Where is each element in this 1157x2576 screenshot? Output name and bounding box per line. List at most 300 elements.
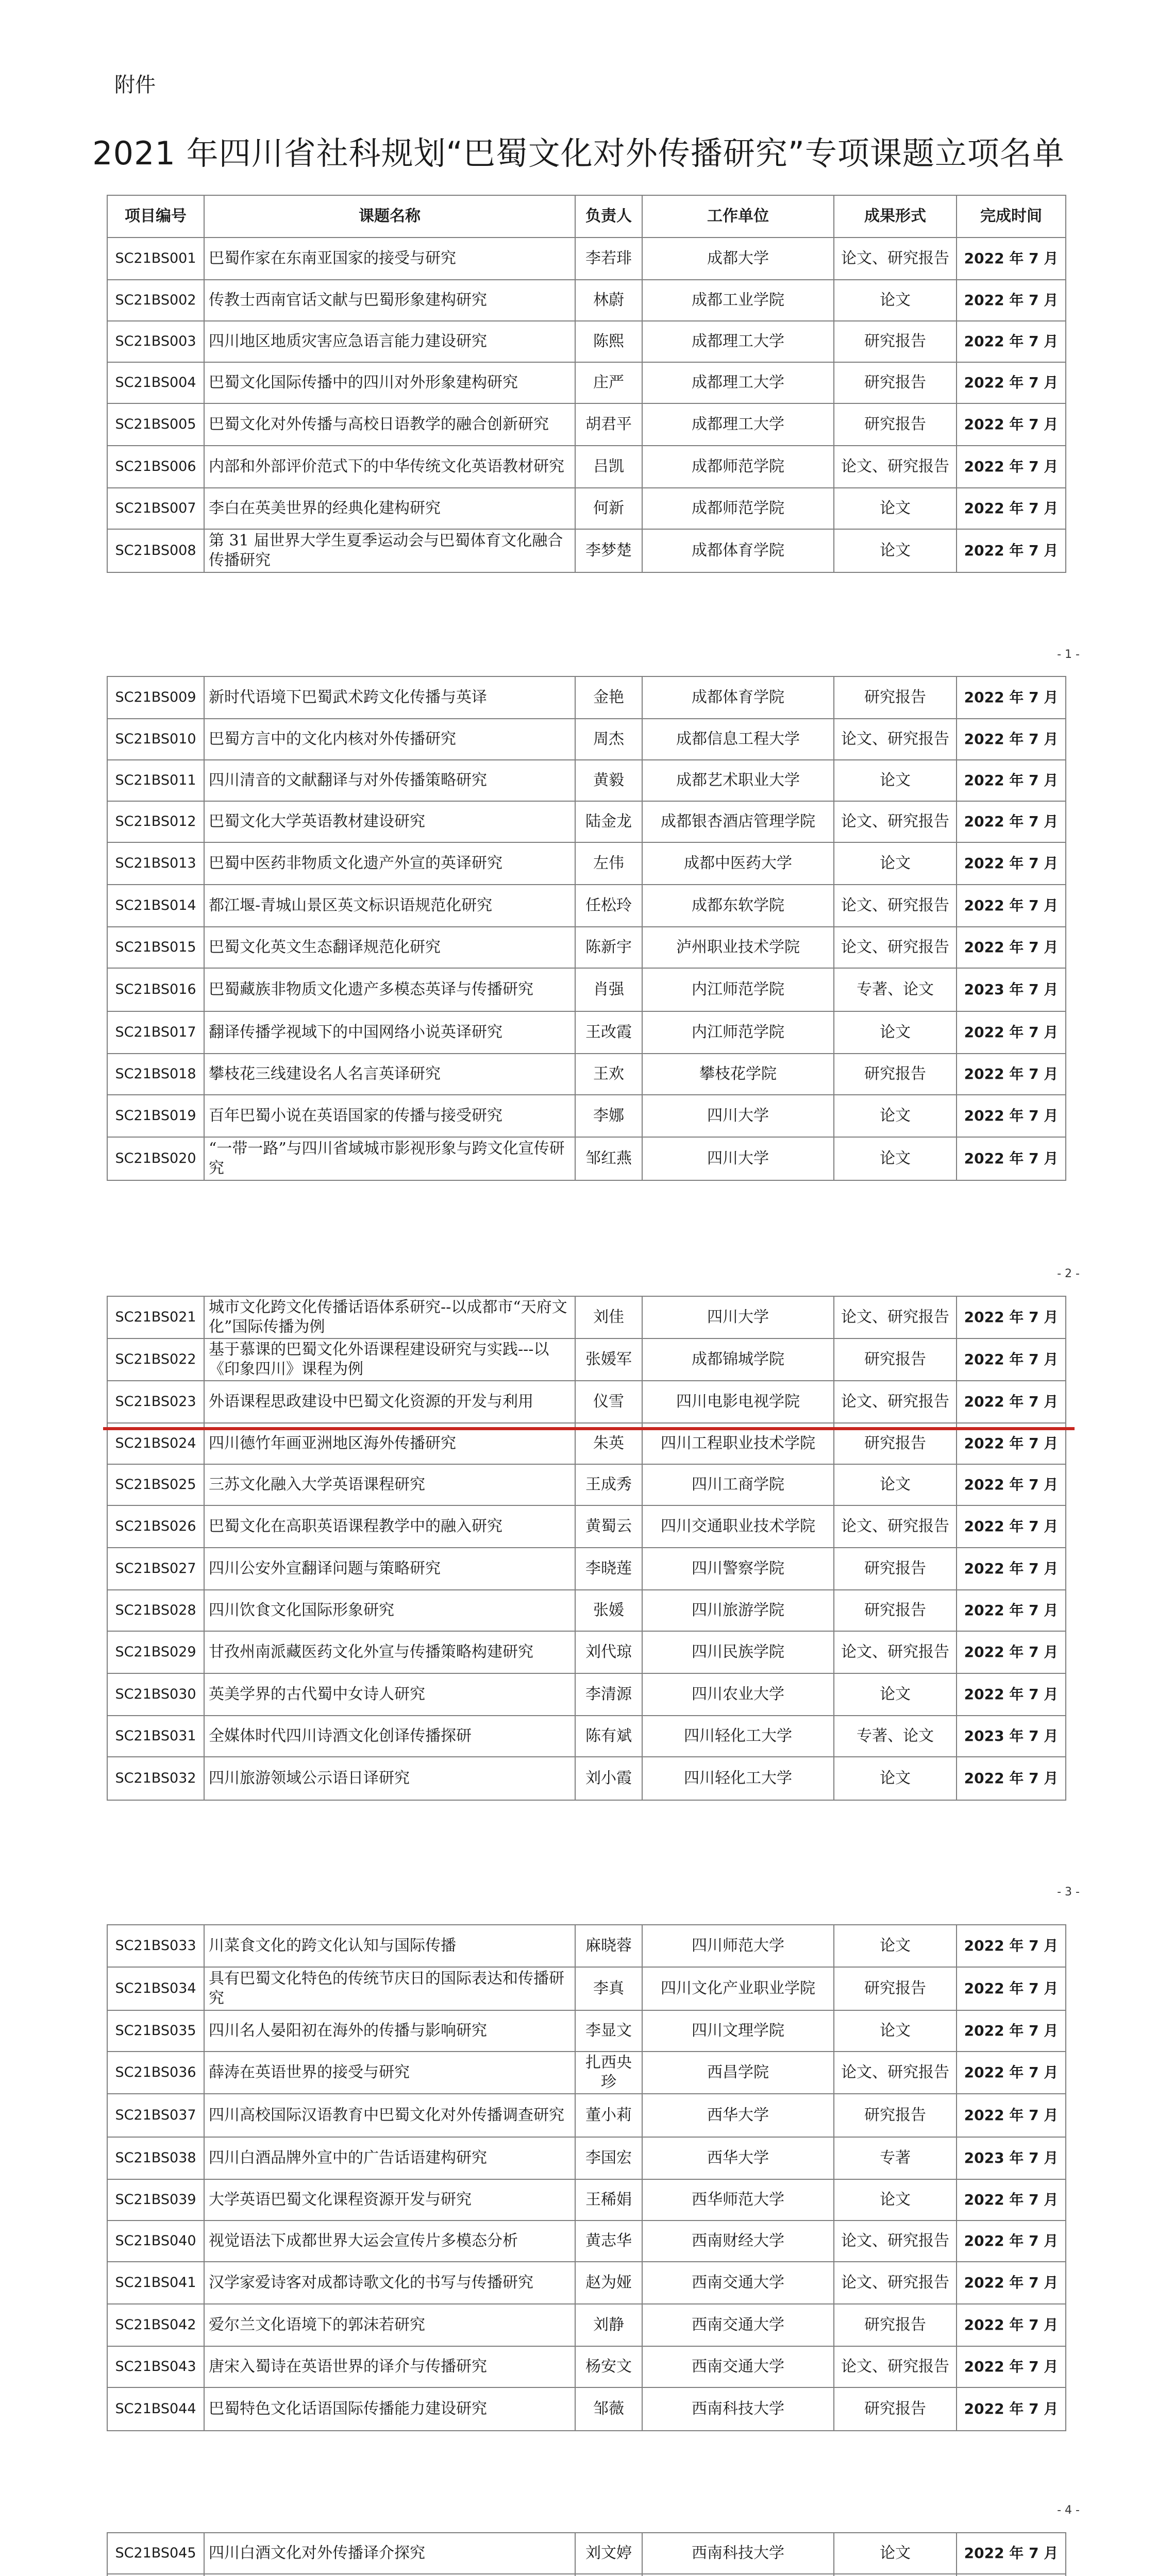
- cell-name: 翻译传播学视域下的中国网络小说英译研究: [204, 1011, 575, 1054]
- table-row: [107, 1137, 1066, 1180]
- cell-name: 四川地区地质灾害应急语言能力建设研究: [204, 321, 575, 362]
- cell-time: [957, 2574, 1066, 2576]
- cell-form: 研究报告: [834, 1423, 957, 1464]
- cell-name: 甘孜州南派藏医药文化外宣与传播策略构建研究: [204, 1631, 575, 1673]
- cell-unit: 四川交通职业技术学院: [642, 1505, 834, 1548]
- cell-person: 左伟: [575, 842, 642, 885]
- table-row: [107, 885, 1066, 927]
- cell-person: 仪雪: [575, 1381, 642, 1423]
- cell-person: 朱英: [575, 1423, 642, 1464]
- cell-person: 赵为娅: [575, 2262, 642, 2304]
- cell-person: 王改霞: [575, 1011, 642, 1054]
- cell-form: 研究报告: [834, 1054, 957, 1095]
- table-row: [107, 280, 1066, 321]
- column-header-code: 项目编号: [107, 195, 204, 238]
- cell-person: 黄志华: [575, 2221, 642, 2262]
- cell-form: 论文: [834, 488, 957, 529]
- cell-unit: 成都艺术职业大学: [642, 760, 834, 801]
- project-table-page-3: [107, 1296, 1066, 1801]
- cell-unit: 四川农业大学: [642, 1673, 834, 1716]
- table-row: [107, 2137, 1066, 2179]
- cell-code: SC21BS043: [107, 2346, 204, 2387]
- cell-time: 2023 年 7 月: [957, 1716, 1066, 1757]
- table-row: [107, 2262, 1066, 2304]
- cell-form: 专著、论文: [834, 1716, 957, 1757]
- cell-form: 研究报告: [834, 676, 957, 719]
- cell-code: SC21BS010: [107, 719, 204, 760]
- cell-person: 黄蜀云: [575, 1505, 642, 1548]
- cell-unit: 西南交通大学: [642, 2262, 834, 2304]
- cell-code: SC21BS001: [107, 238, 204, 280]
- cell-form: 研究报告: [834, 362, 957, 403]
- cell-unit: 四川文理学院: [642, 2010, 834, 2052]
- cell-unit: 内江师范学院: [642, 1011, 834, 1054]
- cell-unit: 成都师范学院: [642, 488, 834, 529]
- cell-name: 三苏文化融入大学英语课程研究: [204, 1464, 575, 1505]
- table-row: [107, 321, 1066, 362]
- cell-name: 四川白酒文化对外传播译介探究: [204, 2533, 575, 2574]
- cell-time: 2022 年 7 月: [957, 2533, 1066, 2574]
- cell-name: 四川清音的文献翻译与对外传播策略研究: [204, 760, 575, 801]
- cell-code: SC21BS030: [107, 1673, 204, 1716]
- cell-person: 刘文婷: [575, 2533, 642, 2574]
- table-row: [107, 1464, 1066, 1505]
- cell-time: 2023 年 7 月: [957, 2137, 1066, 2179]
- cell-name: 巴蜀特色文化话语国际传播能力建设研究: [204, 2387, 575, 2431]
- cell-form: [834, 2574, 957, 2576]
- cell-name: 薛涛在英语世界的接受与研究: [204, 2052, 575, 2094]
- cell-unit: 西华师范大学: [642, 2179, 834, 2221]
- cell-code: SC21BS015: [107, 927, 204, 968]
- table-row: [107, 842, 1066, 885]
- cell-person: 李显文: [575, 2010, 642, 2052]
- cell-unit: [642, 2574, 834, 2576]
- table-row: [107, 362, 1066, 403]
- project-table-page-2: [107, 676, 1066, 1181]
- cell-unit: 四川工程职业技术学院: [642, 1423, 834, 1464]
- cell-form: 论文: [834, 2010, 957, 2052]
- table-row: [107, 1673, 1066, 1716]
- cell-form: 研究报告: [834, 1590, 957, 1631]
- cell-person: 扎西央珍: [575, 2052, 642, 2094]
- cell-name: 四川名人晏阳初在海外的传播与影响研究: [204, 2010, 575, 2052]
- cell-code: SC21BS023: [107, 1381, 204, 1423]
- cell-unit: 成都银杏酒店管理学院: [642, 801, 834, 842]
- cell-form: 研究报告: [834, 2387, 957, 2431]
- cell-unit: 攀枝花学院: [642, 1054, 834, 1095]
- cell-name: [204, 2574, 575, 2576]
- cell-name: 四川高校国际汉语教育中巴蜀文化对外传播调查研究: [204, 2094, 575, 2137]
- cell-code: SC21BS018: [107, 1054, 204, 1095]
- cell-unit: 西南交通大学: [642, 2304, 834, 2346]
- table-row: [107, 1631, 1066, 1673]
- cell-name: 巴蜀藏族非物质文化遗产多模态英译与传播研究: [204, 968, 575, 1011]
- cell-code: SC21BS026: [107, 1505, 204, 1548]
- cell-unit: 成都信息工程大学: [642, 719, 834, 760]
- column-header-form: 成果形式: [834, 195, 957, 238]
- cell-unit: 西南财经大学: [642, 2221, 834, 2262]
- table-row: [107, 1548, 1066, 1590]
- cell-form: 专著: [834, 2137, 957, 2179]
- cell-form: 论文、研究报告: [834, 238, 957, 280]
- cell-form: 论文: [834, 1095, 957, 1137]
- cell-code: SC21BS042: [107, 2304, 204, 2346]
- cell-unit: 四川大学: [642, 1296, 834, 1338]
- cell-code: SC21BS040: [107, 2221, 204, 2262]
- cell-person: 黄毅: [575, 760, 642, 801]
- cell-name: 四川白酒品牌外宣中的广告话语建构研究: [204, 2137, 575, 2179]
- cell-time: 2022 年 7 月: [957, 676, 1066, 719]
- cell-unit: 成都东软学院: [642, 885, 834, 927]
- cell-time: 2022 年 7 月: [957, 801, 1066, 842]
- cell-unit: 西华大学: [642, 2137, 834, 2179]
- cell-code: SC21BS009: [107, 676, 204, 719]
- table-row: [107, 488, 1066, 529]
- cell-name: 巴蜀文化国际传播中的四川对外形象建构研究: [204, 362, 575, 403]
- cell-unit: 四川师范大学: [642, 1925, 834, 1967]
- cell-code: SC21BS005: [107, 403, 204, 446]
- cell-name: 视觉语法下成都世界大运会宣传片多模态分析: [204, 2221, 575, 2262]
- cell-name: 全媒体时代四川诗酒文化创译传播探研: [204, 1716, 575, 1757]
- cell-time: 2022 年 7 月: [957, 1095, 1066, 1137]
- table-row: [107, 2179, 1066, 2221]
- cell-person: 李若琲: [575, 238, 642, 280]
- cell-code: SC21BS028: [107, 1590, 204, 1631]
- cell-time: 2023 年 7 月: [957, 968, 1066, 1011]
- table-row: [107, 676, 1066, 719]
- cell-code: SC21BS007: [107, 488, 204, 529]
- cell-unit: 四川轻化工大学: [642, 1716, 834, 1757]
- cell-person: 王成秀: [575, 1464, 642, 1505]
- cell-form: 论文、研究报告: [834, 2346, 957, 2387]
- cell-name: 内部和外部评价范式下的中华传统文化英语教材研究: [204, 446, 575, 488]
- cell-person: 陈有斌: [575, 1716, 642, 1757]
- cell-person: 刘静: [575, 2304, 642, 2346]
- cell-form: 研究报告: [834, 2094, 957, 2137]
- cell-person: 李真: [575, 1967, 642, 2010]
- cell-time: 2022 年 7 月: [957, 446, 1066, 488]
- cell-time: 2022 年 7 月: [957, 362, 1066, 403]
- table-row: [107, 1757, 1066, 1800]
- table-row: [107, 2221, 1066, 2262]
- page-number-marker: - 4 -: [1057, 2504, 1080, 2517]
- table-row: [107, 760, 1066, 801]
- cell-person: 肖强: [575, 968, 642, 1011]
- project-table-page-5: [107, 2532, 1066, 2576]
- cell-code: SC21BS014: [107, 885, 204, 927]
- table-row: [107, 968, 1066, 1011]
- cell-form: 专著、论文: [834, 968, 957, 1011]
- cell-form: 论文、研究报告: [834, 2052, 957, 2094]
- cell-unit: 四川工商学院: [642, 1464, 834, 1505]
- cell-unit: 泸州职业技术学院: [642, 927, 834, 968]
- cell-person: 刘代琼: [575, 1631, 642, 1673]
- cell-code: SC21BS022: [107, 1338, 204, 1381]
- cell-unit: 成都锦城学院: [642, 1338, 834, 1381]
- cell-unit: 成都理工大学: [642, 362, 834, 403]
- cell-name: 巴蜀文化对外传播与高校日语教学的融合创新研究: [204, 403, 575, 446]
- cell-name: 唐宋入蜀诗在英语世界的译介与传播研究: [204, 2346, 575, 2387]
- cell-time: 2022 年 7 月: [957, 1338, 1066, 1381]
- page-number-marker: - 1 -: [1057, 648, 1080, 661]
- cell-name: 汉学家爱诗客对成都诗歌文化的书写与传播研究: [204, 2262, 575, 2304]
- cell-form: 研究报告: [834, 321, 957, 362]
- cell-unit: 成都体育学院: [642, 529, 834, 572]
- cell-form: 论文、研究报告: [834, 1296, 957, 1338]
- cell-person: 胡君平: [575, 403, 642, 446]
- cell-name: 四川德竹年画亚洲地区海外传播研究: [204, 1423, 575, 1464]
- table-row: [107, 2052, 1066, 2094]
- attachment-label: 附件: [114, 73, 156, 97]
- column-header-name: 课题名称: [204, 195, 575, 238]
- table-row: [107, 446, 1066, 488]
- cell-unit: 西南科技大学: [642, 2387, 834, 2431]
- cell-form: 论文: [834, 760, 957, 801]
- table-row: [107, 1095, 1066, 1137]
- cell-code: SC21BS013: [107, 842, 204, 885]
- cell-form: 研究报告: [834, 403, 957, 446]
- cell-unit: 四川大学: [642, 1137, 834, 1180]
- cell-unit: 西南科技大学: [642, 2533, 834, 2574]
- cell-code: SC21BS006: [107, 446, 204, 488]
- cell-name: 攀枝花三线建设名人名言英译研究: [204, 1054, 575, 1095]
- cell-person: 董小莉: [575, 2094, 642, 2137]
- cell-code: SC21BS034: [107, 1967, 204, 2010]
- cell-time: 2022 年 7 月: [957, 2010, 1066, 2052]
- cell-name: 四川公安外宣翻译问题与策略研究: [204, 1548, 575, 1590]
- cell-time: 2022 年 7 月: [957, 885, 1066, 927]
- cell-person: 王欢: [575, 1054, 642, 1095]
- cell-code: SC21BS025: [107, 1464, 204, 1505]
- project-table-page-4: [107, 1924, 1066, 2431]
- cell-code: SC21BS012: [107, 801, 204, 842]
- cell-code: SC21BS021: [107, 1296, 204, 1338]
- cell-form: 论文: [834, 1925, 957, 1967]
- cell-unit: 成都理工大学: [642, 321, 834, 362]
- cell-name: 四川饮食文化国际形象研究: [204, 1590, 575, 1631]
- cell-time: 2022 年 7 月: [957, 1054, 1066, 1095]
- cell-time: 2022 年 7 月: [957, 2387, 1066, 2431]
- cell-person: 邹红燕: [575, 1137, 642, 1180]
- cell-unit: 四川大学: [642, 1095, 834, 1137]
- page-title: 2021 年四川省社科规划“巴蜀文化对外传播研究”专项课题立项名单: [92, 134, 1065, 172]
- cell-person: 任松玲: [575, 885, 642, 927]
- table-row: [107, 529, 1066, 572]
- cell-code: SC21BS035: [107, 2010, 204, 2052]
- table-row: [107, 1967, 1066, 2010]
- cell-name: 具有巴蜀文化特色的传统节庆日的国际表达和传播研究: [204, 1967, 575, 2010]
- red-underline: [103, 1427, 1075, 1430]
- cell-person: 杨安文: [575, 2346, 642, 2387]
- cell-code: SC21BS029: [107, 1631, 204, 1673]
- page-number-marker: - 3 -: [1057, 1886, 1080, 1899]
- cell-code: SC21BS036: [107, 2052, 204, 2094]
- cell-name: 四川旅游领域公示语日译研究: [204, 1757, 575, 1800]
- cell-form: 论文: [834, 529, 957, 572]
- cell-time: 2022 年 7 月: [957, 403, 1066, 446]
- cell-time: 2022 年 7 月: [957, 1423, 1066, 1464]
- cell-code: SC21BS041: [107, 2262, 204, 2304]
- cell-form: 论文、研究报告: [834, 1381, 957, 1423]
- cell-person: 林蔚: [575, 280, 642, 321]
- cell-code: SC21BS033: [107, 1925, 204, 1967]
- cell-unit: 四川旅游学院: [642, 1590, 834, 1631]
- cell-code: SC21BS008: [107, 529, 204, 572]
- cell-unit: 西南交通大学: [642, 2346, 834, 2387]
- column-header-person: 负责人: [575, 195, 642, 238]
- cell-name: 巴蜀作家在东南亚国家的接受与研究: [204, 238, 575, 280]
- table-header-row: [107, 195, 1066, 238]
- cell-code: SC21BS032: [107, 1757, 204, 1800]
- cell-person: 张媛: [575, 1590, 642, 1631]
- cell-name: 英美学界的古代蜀中女诗人研究: [204, 1673, 575, 1716]
- cell-code: SC21BS020: [107, 1137, 204, 1180]
- cell-code: SC21BS027: [107, 1548, 204, 1590]
- table-row: [107, 403, 1066, 446]
- cell-form: 研究报告: [834, 1967, 957, 2010]
- cell-name: 新时代语境下巴蜀武术跨文化传播与英译: [204, 676, 575, 719]
- table-row: [107, 719, 1066, 760]
- table-row: [107, 1716, 1066, 1757]
- table-row: [107, 2010, 1066, 2052]
- cell-name: 川菜食文化的跨文化认知与国际传播: [204, 1925, 575, 1967]
- cell-time: 2022 年 7 月: [957, 842, 1066, 885]
- cell-time: 2022 年 7 月: [957, 2262, 1066, 2304]
- cell-name: 巴蜀方言中的文化内核对外传播研究: [204, 719, 575, 760]
- cell-person: 吕凯: [575, 446, 642, 488]
- cell-time: 2022 年 7 月: [957, 2221, 1066, 2262]
- cell-form: 论文、研究报告: [834, 1505, 957, 1548]
- cell-unit: 西华大学: [642, 2094, 834, 2137]
- cell-name: 巴蜀文化英文生态翻译规范化研究: [204, 927, 575, 968]
- cell-form: 论文: [834, 842, 957, 885]
- cell-person: [575, 2574, 642, 2576]
- table-row: [107, 2094, 1066, 2137]
- cell-time: 2022 年 7 月: [957, 488, 1066, 529]
- cell-time: 2022 年 7 月: [957, 529, 1066, 572]
- cell-code: SC21BS038: [107, 2137, 204, 2179]
- cell-time: 2022 年 7 月: [957, 2052, 1066, 2094]
- cell-code: SC21BS037: [107, 2094, 204, 2137]
- cell-time: 2022 年 7 月: [957, 1967, 1066, 2010]
- cell-time: 2022 年 7 月: [957, 321, 1066, 362]
- column-header-unit: 工作单位: [642, 195, 834, 238]
- cell-time: 2022 年 7 月: [957, 1296, 1066, 1338]
- cell-unit: 内江师范学院: [642, 968, 834, 1011]
- cell-name: 巴蜀文化大学英语教材建设研究: [204, 801, 575, 842]
- cell-person: 张媛军: [575, 1338, 642, 1381]
- cell-time: 2022 年 7 月: [957, 2094, 1066, 2137]
- table-row: [107, 1054, 1066, 1095]
- cell-person: 李晓莲: [575, 1548, 642, 1590]
- cell-form: 论文、研究报告: [834, 927, 957, 968]
- cell-person: 李娜: [575, 1095, 642, 1137]
- cell-time: 2022 年 7 月: [957, 280, 1066, 321]
- cell-code: SC21BS011: [107, 760, 204, 801]
- cell-time: 2022 年 7 月: [957, 719, 1066, 760]
- cell-name: 都江堰-青城山景区英文标识语规范化研究: [204, 885, 575, 927]
- cell-person: 周杰: [575, 719, 642, 760]
- cell-unit: 成都理工大学: [642, 403, 834, 446]
- cell-person: 李国宏: [575, 2137, 642, 2179]
- cell-name: 传教士西南官话文献与巴蜀形象建构研究: [204, 280, 575, 321]
- cell-code: SC21BS024: [107, 1423, 204, 1464]
- cell-person: 刘小霞: [575, 1757, 642, 1800]
- cell-form: 论文: [834, 1011, 957, 1054]
- cell-person: 李清源: [575, 1673, 642, 1716]
- cell-time: 2022 年 7 月: [957, 1464, 1066, 1505]
- cell-time: 2022 年 7 月: [957, 238, 1066, 280]
- cell-unit: 成都中医药大学: [642, 842, 834, 885]
- cell-name: 基于慕课的巴蜀文化外语课程建设研究与实践---以《印象四川》课程为例: [204, 1338, 575, 1381]
- cell-name: 大学英语巴蜀文化课程资源开发与研究: [204, 2179, 575, 2221]
- cell-unit: 成都师范学院: [642, 446, 834, 488]
- cell-code: SC21BS044: [107, 2387, 204, 2431]
- cell-time: 2022 年 7 月: [957, 1757, 1066, 1800]
- cell-code: SC21BS031: [107, 1716, 204, 1757]
- cell-time: 2022 年 7 月: [957, 760, 1066, 801]
- cell-code: SC21BS003: [107, 321, 204, 362]
- cell-form: 论文、研究报告: [834, 801, 957, 842]
- table-row: [107, 1338, 1066, 1381]
- cell-time: 2022 年 7 月: [957, 2304, 1066, 2346]
- cell-person: 李梦楚: [575, 529, 642, 572]
- cell-form: 论文: [834, 1464, 957, 1505]
- cell-code: SC21BS039: [107, 2179, 204, 2221]
- cell-person: 何新: [575, 488, 642, 529]
- cell-name: 爱尔兰文化语境下的郭沫若研究: [204, 2304, 575, 2346]
- cell-person: 王稀娟: [575, 2179, 642, 2221]
- table-row: [107, 1296, 1066, 1338]
- page-number-marker: - 2 -: [1057, 1267, 1080, 1280]
- cell-form: 论文: [834, 1757, 957, 1800]
- cell-time: 2022 年 7 月: [957, 2179, 1066, 2221]
- table-row: [107, 2304, 1066, 2346]
- table-row: [107, 2574, 1066, 2576]
- cell-time: 2022 年 7 月: [957, 1631, 1066, 1673]
- cell-name: 城市文化跨文化传播话语体系研究--以成都市“天府文化”国际传播为例: [204, 1296, 575, 1338]
- table-row: [107, 801, 1066, 842]
- cell-time: 2022 年 7 月: [957, 1548, 1066, 1590]
- table-row: [107, 1011, 1066, 1054]
- cell-form: 论文、研究报告: [834, 2221, 957, 2262]
- cell-time: 2022 年 7 月: [957, 1137, 1066, 1180]
- cell-time: 2022 年 7 月: [957, 1505, 1066, 1548]
- cell-name: 李白在英美世界的经典化建构研究: [204, 488, 575, 529]
- cell-form: 论文: [834, 1673, 957, 1716]
- cell-form: 论文: [834, 2179, 957, 2221]
- cell-unit: 成都大学: [642, 238, 834, 280]
- cell-code: SC21BS017: [107, 1011, 204, 1054]
- cell-form: 论文、研究报告: [834, 885, 957, 927]
- cell-person: 邹薇: [575, 2387, 642, 2431]
- cell-time: 2022 年 7 月: [957, 1590, 1066, 1631]
- table-row: [107, 238, 1066, 280]
- column-header-time: 完成时间: [957, 195, 1066, 238]
- cell-form: 研究报告: [834, 1548, 957, 1590]
- cell-form: 论文: [834, 2533, 957, 2574]
- cell-form: 论文、研究报告: [834, 1631, 957, 1673]
- table-row: [107, 927, 1066, 968]
- table-row: [107, 1505, 1066, 1548]
- table-row: [107, 1925, 1066, 1967]
- cell-person: 庄严: [575, 362, 642, 403]
- cell-time: 2022 年 7 月: [957, 1673, 1066, 1716]
- cell-code: [107, 2574, 204, 2576]
- cell-code: SC21BS002: [107, 280, 204, 321]
- cell-person: 陈熙: [575, 321, 642, 362]
- cell-time: 2022 年 7 月: [957, 1381, 1066, 1423]
